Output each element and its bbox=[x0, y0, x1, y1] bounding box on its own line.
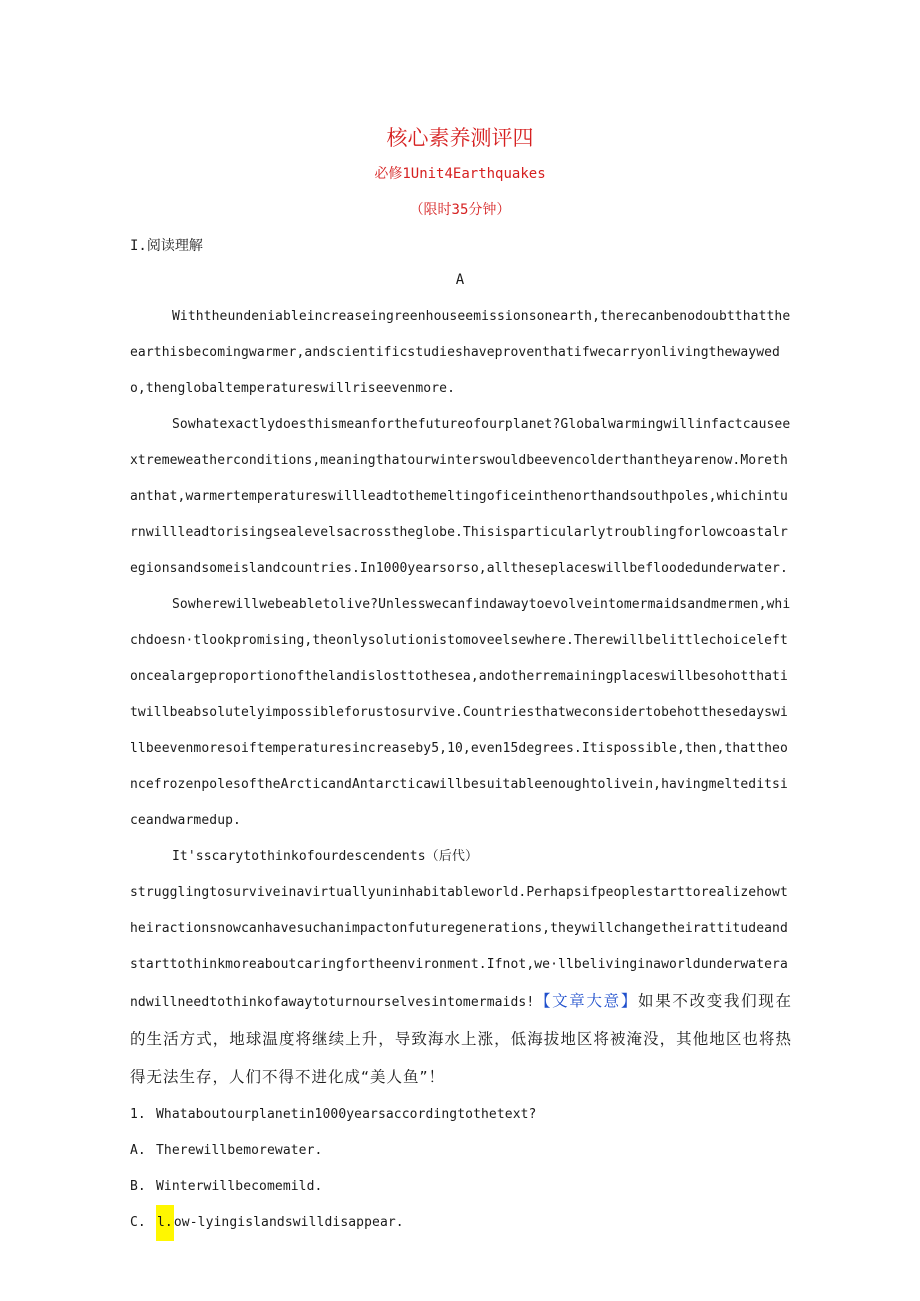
question-stem-line bbox=[130, 1097, 792, 1133]
option-a-letter: A. bbox=[130, 1143, 146, 1158]
summary-text: 如果不改变我们现在的生活方式，地球温度将继续上升，导致海水上涨，低海拔地区将被淹没，其他地区也将热得无法生存，人们不得不进化成“美人鱼”！ bbox=[130, 992, 792, 1086]
option-a-text: Therewillbemorewater. bbox=[156, 1143, 323, 1158]
option-c bbox=[130, 1205, 792, 1241]
paragraph-4-start: It'sscarytothinkofourdescendents（后代） bbox=[172, 849, 479, 864]
passage-label: A bbox=[455, 272, 465, 288]
summary-tag: 【文章大意】 bbox=[534, 992, 639, 1010]
option-c-text: ow-lyingislandswilldisappear. bbox=[173, 1215, 404, 1230]
passage-body bbox=[130, 299, 792, 1241]
question-1 bbox=[130, 1097, 792, 1241]
question-number: 1. bbox=[130, 1107, 146, 1122]
option-c-letter: C. bbox=[130, 1215, 146, 1230]
page-subtitle: 必修1Unit4Earthquakes bbox=[374, 166, 546, 182]
section-heading: I.阅读理解 bbox=[130, 238, 203, 254]
option-b-text: Winterwillbecomemild. bbox=[156, 1179, 323, 1194]
option-c-highlight: l. bbox=[156, 1205, 174, 1241]
question-stem: Whataboutourplanetin1000yearsaccordingtothetext? bbox=[156, 1107, 537, 1122]
paragraph-1: Withtheundeniableincreaseingreenhouseemissionsonearth,therecanbenodoubtthattheearthisbecomingwarmer,andscientificstudieshaveproventhatifwecarryonlivingthewaywedo,thenglobaltemperatureswillriseevenmore. bbox=[130, 309, 791, 396]
option-b bbox=[130, 1169, 792, 1205]
paragraph-3: Sowherewillwebeabletolive?Unlesswecanfindawaytoevolveintomermaidsandmermen,whichdoesn·tlookpromising,theonlysolutionistomoveelsewhere.Therewillbelittlechoiceleftoncealargeproportionofthelandislosttothesea,andotherremainingplaceswillbesohotthatitwillbeabsolutelyimpossibleforustosurvive.Countriesthatweconsidertobehotthesedayswillbeevenmoresoiftemperaturesincreaseby5,10,even15degrees.Itispossible,then,thattheoncefrozenpolesoftheArcticandAntarcticawillbesuitableenoughtolivein,havingmelteditsiceandwarmedup. bbox=[130, 597, 791, 828]
time-limit: （限时35分钟） bbox=[409, 202, 511, 218]
paragraph-4-continued bbox=[130, 875, 792, 1097]
paragraph-4-text: strugglingtosurviveinavirtuallyuninhabitableworld.Perhapsifpeoplestarttorealizehowtheiractionsnowcanhavesuchanimpactonfuturegenerations,theywillchangetheirattitudeandstarttothinkmoreaboutcaringfortheenvironment.Ifnot,we·llbelivinginaworldunderwaterandwillneedtothinkofawaytoturnourselvesintomermaids! bbox=[130, 885, 788, 1010]
page-title: 核心素养测评四 bbox=[386, 126, 534, 150]
paragraph-2: Sowhatexactlydoesthismeanforthefutureofourplanet?Globalwarmingwillinfactcauseextremeweatherconditions,meaningthatourwinterswouldbeevencolderthantheyarenow.Morethanthat,warmertemperatureswillleadtothemeltingoficeinthenorthandsouthpoles,whichinturnwillleadtorisingsealevelsacrosstheglobe.Thisisparticularlytroublingforlowcoastalregionsandsomeislandcountries.In1000yearsorso,alltheseplaceswillbefloodedunderwater. bbox=[130, 417, 791, 576]
option-b-letter: B. bbox=[130, 1179, 146, 1194]
option-a bbox=[130, 1133, 792, 1169]
